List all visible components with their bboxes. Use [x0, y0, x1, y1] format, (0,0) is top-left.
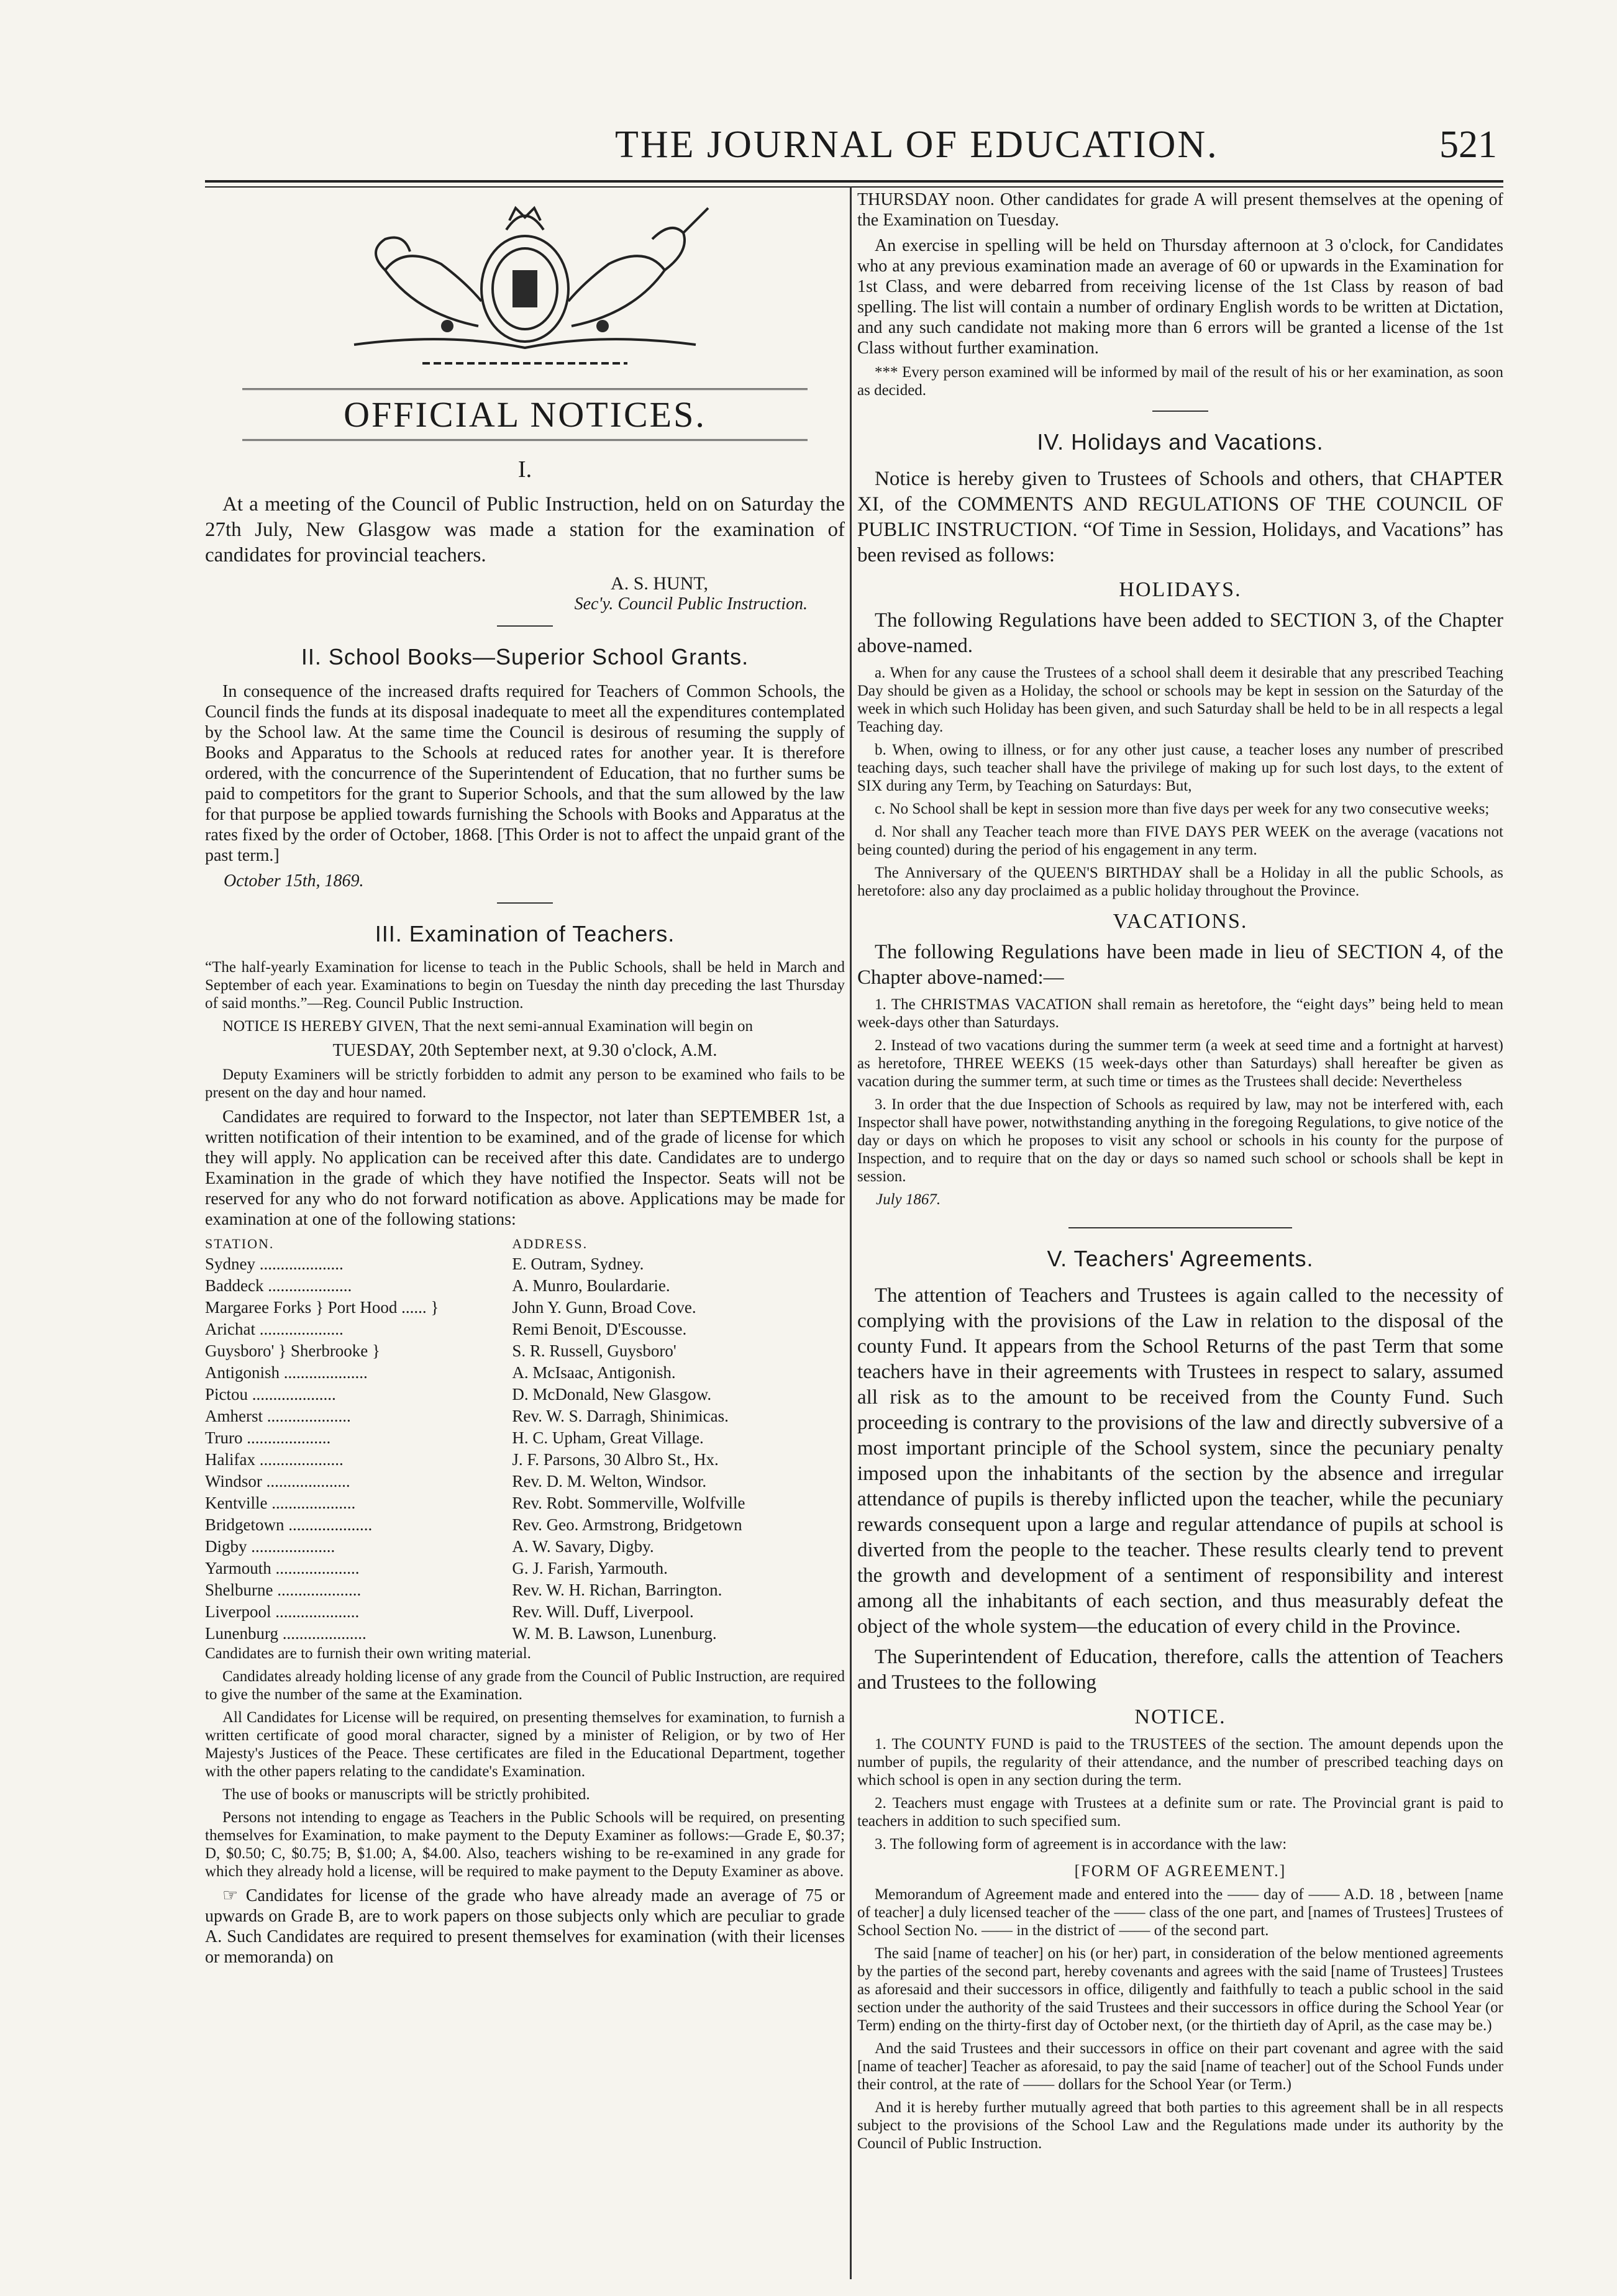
station-address: S. R. Russell, Guysboro' [512, 1341, 676, 1360]
right-column [857, 189, 1503, 2277]
moral-certificate-note: All Candidates for License will be required, on presenting themselves for examination, to furnish a written certificate of good moral character, signed by a minister of Religion, or by two of Her Majesty's Justices of the Peace. These certificates are filed in the Educational Department, together with the other papers relating to the candidate's Examination. [205, 1709, 845, 1780]
table-row [205, 1449, 845, 1471]
station-name: Yarmouth .................... [205, 1559, 360, 1577]
examination-date: TUESDAY, 20th September next, at 9.30 o'clock, A.M. [332, 1041, 717, 1060]
section-5-call: The Superintendent of Education, therefore, calls the attention of Teachers and Trustees to the following [857, 1646, 1503, 1694]
table-row [205, 1405, 845, 1427]
table-row [205, 1253, 845, 1275]
holiday-regulation: d. Nor shall any Teacher teach more than FIVE DAYS PER WEEK on the average (vacations not being counted) during the period of his engagement in any term. [857, 824, 1503, 858]
address-column-header: ADDRESS. [512, 1236, 588, 1251]
holidays-subheading: HOLIDAYS. [1119, 578, 1242, 601]
notice-item: 3. The following form of agreement is in accordance with the law: [875, 1836, 1287, 1853]
grade-a-continuation: THURSDAY noon. Other candidates for grade A will present themselves at the opening of the Examination on Tuesday. [857, 190, 1503, 230]
divider [497, 625, 553, 627]
station-address: Remi Benoit, D'Escousse. [512, 1320, 687, 1338]
royal-coat-of-arms-icon [205, 196, 845, 388]
table-row [205, 1340, 845, 1362]
station-address: John Y. Gunn, Broad Cove. [512, 1298, 696, 1317]
table-row [205, 1536, 845, 1558]
journal-title: THE JOURNAL OF EDUCATION. [615, 124, 1219, 166]
vacations-intro: The following Regulations have been made in lieu of SECTION 4, of the Chapter above-named:— [857, 941, 1503, 989]
section-4-heading: IV. Holidays and Vacations. [1037, 429, 1324, 455]
section-5-body: The attention of Teachers and Trustees is again called to the necessity of complying with the provisions of the Law in relation to the disposal of the county Fund. It appears from the School Returns of the past Term that some teachers have in their agreements with Trustees in respect to salary, assumed all risk as to the amount to be received from the County Fund. Such proceeding is contrary to the provisions of the law and directly subversive of a most important principle of the School system, since the pecuniary penalty imposed upon the inhabitants of the section by the absence and irregular attendance of pupils is thereby inflicted upon the teacher, while the pecuniary rewards consequent upon a large and regular attendance of pupils at school is diverted from the people to the teacher. These results clearly tend to prevent the growth and development of a sentiment of responsibility and interest among all the inhabitants of each section, and thus measurably defeat the object of the whole system—the education of every child in the Province. [857, 1284, 1503, 1638]
station-address: G. J. Farish, Yarmouth. [512, 1559, 668, 1577]
section-2-heading: II. School Books—Superior School Grants. [301, 644, 749, 669]
vacation-regulation: 2. Instead of two vacations during the summer term (a week at seed time and a fortnight at harvest) as heretofore, THREE WEEKS (15 week-days other than Saturdays) shall hereafter be given as vacation during the summer term, at such time or times as the Trustees shall decide: Nevertheless [857, 1037, 1503, 1090]
vacation-regulation: 1. The CHRISTMAS VACATION shall remain as heretofore, the “eight days” being held to mean week-days other than Saturdays. [857, 996, 1503, 1031]
section-1-numeral: I. [517, 456, 532, 483]
section-banner [242, 388, 808, 441]
notice-item: 1. The COUNTY FUND is paid to the TRUSTEES of the section. The amount depends upon the number of pupils, the regularity of their attendance, and the number of prescribed teaching days on which school is open in any section during the term. [857, 1736, 1503, 1789]
station-name: Bridgetown .................... [205, 1515, 373, 1534]
table-row [205, 1601, 845, 1623]
signature-title: Sec'y. Council Public Instruction. [574, 594, 808, 614]
station-address: D. McDonald, New Glasgow. [512, 1385, 712, 1404]
license-holders-note: Candidates already holding license of any grade from the Council of Public Instruction, are required to give the number of the same at the Examination. [205, 1668, 845, 1703]
station-name: Pictou .................... [205, 1385, 336, 1404]
station-name: Digby .................... [205, 1537, 335, 1556]
table-row [205, 1297, 845, 1318]
table-row [205, 1579, 845, 1601]
signature-name: A. S. HUNT, [611, 573, 708, 594]
holiday-regulation: a. When for any cause the Trustees of a school shall deem it desirable that any prescribed Teaching Day should be given as a Holiday, the school or schools may be kept in session on the Saturday of the week in which such Holiday has been given, and such Saturday shall be held to be in all respects a legal Teaching day. [857, 665, 1503, 735]
form-of-agreement-heading: [FORM OF AGREEMENT.] [1074, 1862, 1287, 1880]
candidates-instructions: Candidates are required to forward to the Inspector, not later than SEPTEMBER 1st, a written notification of their intention to be examined, and of the grade of license for which they will apply. No application can be received after this date. Candidates are to undergo Examination in the grade of which they have notified the Inspector. Seats will not be reserved for any who do not forward notification as above. Applications may be made for examination at one of the following stations: [205, 1107, 845, 1229]
holidays-intro: The following Regulations have been added to SECTION 3, of the Chapter above-named. [857, 609, 1503, 657]
table-row [205, 1384, 845, 1405]
grade-a-note: ☞ Candidates for license of the grade who have already made an average of 75 or upwards on Grade B, are to work papers on those subjects only which are peculiar to grade A. Such Candidates are required to present themselves for examination (with their licenses or memoranda) on [205, 1886, 845, 1967]
notice-item: 2. Teachers must engage with Trustees at a definite sum or rate. The Provincial grant is paid to teachers in addition to such specified sum. [857, 1795, 1503, 1830]
table-row [205, 1362, 845, 1384]
table-row [205, 1471, 845, 1492]
fees-note: Persons not intending to engage as Teachers in the Public Schools will be required, on presenting themselves for Examination, to make payment to the Deputy Examiner as follows:—Grade E, $0.37; D, $0.50; C, $0.75; B, $1.00; A, $4.00. Also, teachers wishing to be re-examined in any grade for which they already hold a license, will be required to make payment to the Deputy Examiner as above. [205, 1809, 845, 1880]
station-address: A. Munro, Boulardarie. [512, 1276, 670, 1295]
station-address: Rev. Geo. Armstrong, Bridgetown [512, 1515, 742, 1534]
station-name: Kentville .................... [205, 1494, 356, 1512]
section-4-body: Notice is hereby given to Trustees of Schools and others, that CHAPTER XI, of the COMMENTS AND REGULATIONS OF THE COUNCIL OF PUBLIC INSTRUCTION. “Of Time in Session, Holidays, and Vacations” has been revised as follows: [857, 468, 1503, 566]
results-mailed-note: *** Every person examined will be informed by mail of the result of his or her examination, as soon as decided. [857, 364, 1503, 399]
section-4-date: July 1867. [876, 1191, 941, 1208]
station-name: Shelburne .................... [205, 1581, 362, 1599]
station-name: Amherst .................... [205, 1407, 351, 1425]
station-name: Liverpool .................... [205, 1602, 360, 1621]
station-address: A. McIsaac, Antigonish. [512, 1363, 676, 1382]
station-address: W. M. B. Lawson, Lunenburg. [512, 1624, 717, 1643]
table-row [205, 1623, 845, 1645]
table-row [205, 1427, 845, 1449]
station-name: Baddeck .................... [205, 1276, 352, 1295]
section-5-heading: V. Teachers' Agreements. [1047, 1246, 1314, 1271]
column-divider [850, 186, 852, 2279]
spelling-exercise-note: An exercise in spelling will be held on Thursday afternoon at 3 o'clock, for Candidates who at any previous examination made an average of 60 or upwards in the Examination for 1st Class, and were debarred from receiving license of the 1st Class by reason of bad spelling. The list will contain a number of ordinary English words to be written at Dictation, and any such candidate not making more than 6 errors will be granted a license of the 1st Class without further examination. [857, 236, 1503, 358]
table-row [205, 1492, 845, 1514]
holiday-regulation: The Anniversary of the QUEEN'S BIRTHDAY shall be a Holiday in all the public Schools, as heretofore: also any day proclaimed as a public holiday throughout the Province. [857, 864, 1503, 899]
header-rule [205, 180, 1503, 188]
crest-drawing [261, 196, 789, 382]
holiday-regulation: b. When, owing to illness, or for any other just cause, a teacher loses any number of prescribed teaching days, such teacher shall have the privilege of making up for such lost days, to the extent of SIX during any Term, by Teaching on Saturdays: But, [857, 742, 1503, 794]
agreement-clause: The said [name of teacher] on his (or her) part, in consideration of the below mentioned agreements by the parties of the second part, hereby covenants and agrees with the said [name of Trustees] Trustees as aforesaid and their successors in office, diligently and faithfully to teach a public school in the said section under the authority of the said Trustees and their successors in office during the School Year (or Term) ending on the thirty-first day of October next, (or the thirtieth day of April, as the case may be.) [857, 1945, 1503, 2034]
section-2-body: In consequence of the increased drafts required for Teachers of Common Schools, the Council finds the funds at its disposal inadequate to meet all the expenditures contemplated by the School law. At the same time the Council is desirous of resuming the supply of Books and Apparatus to the Schools at reduced rates for another year. It is therefore ordered, with the concurrence of the Superintendent of Education, that no further sums be paid to competitors for the grant to Superior Schools, and that the sum allowed by the law for that purpose be applied towards furnishing the Schools with Books and Apparatus at the rates fixed by the order of October, 1868. [This Order is not to affect the unpaid grant of the past term.] [205, 682, 845, 865]
station-address: Rev. W. H. Richan, Barrington. [512, 1581, 722, 1599]
section-1-body: At a meeting of the Council of Public Instruction, held on on Saturday the 27th July, New Glasgow was made a station for the examination of candidates for provincial teachers. [205, 493, 845, 566]
station-name: Truro .................... [205, 1428, 331, 1447]
vacations-subheading: VACATIONS. [1113, 910, 1248, 933]
station-name: Antigonish .................... [205, 1363, 368, 1382]
table-row [205, 1558, 845, 1579]
left-column [205, 189, 845, 2277]
station-name: Margaree Forks } Port Hood ...... } [205, 1298, 439, 1317]
holiday-regulation: c. No School shall be kept in session more than five days per week for any two consecutive weeks; [875, 801, 1490, 817]
materials-note: Candidates are to furnish their own writing material. [205, 1645, 531, 1662]
table-row [205, 1318, 845, 1340]
running-head [205, 112, 1503, 180]
agreement-clause: And the said Trustees and their successors in office on their part covenant and agree with the said [name of teacher] Teacher as aforesaid, to pay the said [name of teacher] out of the School Funds under their control, at the rate of —— dollars for the School Year (or Term.) [857, 2040, 1503, 2093]
agreement-clause: Memorandum of Agreement made and entered into the —— day of —— A.D. 18 , between [name of teacher] a duly licensed teacher of the —— class of the one part, and [names of Trustees] Trustees of School Section No. —— in the district of —— of the second part. [857, 1886, 1503, 1939]
stations-header-row [205, 1235, 845, 1253]
official-notices-title: OFFICIAL NOTICES. [344, 394, 706, 435]
station-name: Arichat .................... [205, 1320, 344, 1338]
station-address: Rev. Robt. Sommerville, Wolfville [512, 1494, 745, 1512]
divider [1152, 411, 1208, 412]
notice-given: NOTICE IS HEREBY GIVEN, That the next semi-annual Examination will begin on [222, 1018, 754, 1035]
station-address: H. C. Upham, Great Village. [512, 1428, 704, 1447]
station-address: Rev. W. S. Darragh, Shinimicas. [512, 1407, 729, 1425]
station-name: Guysboro' } Sherbrooke } [205, 1341, 380, 1360]
books-prohibited-note: The use of books or manuscripts will be strictly prohibited. [222, 1786, 590, 1803]
station-name: Sydney .................... [205, 1255, 344, 1273]
section-2-date: October 15th, 1869. [224, 871, 364, 891]
station-name: Halifax .................... [205, 1450, 344, 1469]
divider [497, 902, 553, 904]
station-address: Rev. D. M. Welton, Windsor. [512, 1472, 707, 1491]
table-row [205, 1514, 845, 1536]
page-number: 521 [1439, 124, 1497, 166]
station-name: Lunenburg .................... [205, 1624, 367, 1643]
station-address: A. W. Savary, Digby. [512, 1537, 654, 1556]
stations-table [205, 1235, 845, 1645]
station-address: Rev. Will. Duff, Liverpool. [512, 1602, 694, 1621]
deputy-examiners-note: Deputy Examiners will be strictly forbidden to admit any person to be examined who fails to be present on the day and hour named. [205, 1066, 845, 1101]
vacation-regulation: 3. In order that the due Inspection of Schools as required by law, may not be interfered with, each Inspector shall have power, notwithstanding anything in the foregoing Regulations, to give notice of the day or days on which he proposes to visit any school or schools in his county for the purpose of Inspection, and to require that on the day or days so named such school or schools shall be kept in session. [857, 1096, 1503, 1185]
station-address: E. Outram, Sydney. [512, 1255, 644, 1273]
station-address: J. F. Parsons, 30 Albro St., Hx. [512, 1450, 719, 1469]
agreement-clause: And it is hereby further mutually agreed that both parties to this agreement shall be in all respects subject to the provisions of the School Law and the Regulations made under its authority by the Council of Public Instruction. [857, 2099, 1503, 2152]
section-3-heading: III. Examination of Teachers. [375, 921, 675, 946]
divider [1068, 1227, 1292, 1228]
table-row [205, 1275, 845, 1297]
notice-subheading: NOTICE. [1134, 1705, 1226, 1728]
station-column-header: STATION. [205, 1236, 275, 1251]
station-name: Windsor .................... [205, 1472, 350, 1491]
regulation-quote: “The half-yearly Examination for license to teach in the Public Schools, shall be held in March and September of each year. Examinations to begin on Tuesday the ninth day preceding the last Thursday of said months.”—Reg. Council Public Instruction. [205, 959, 845, 1012]
